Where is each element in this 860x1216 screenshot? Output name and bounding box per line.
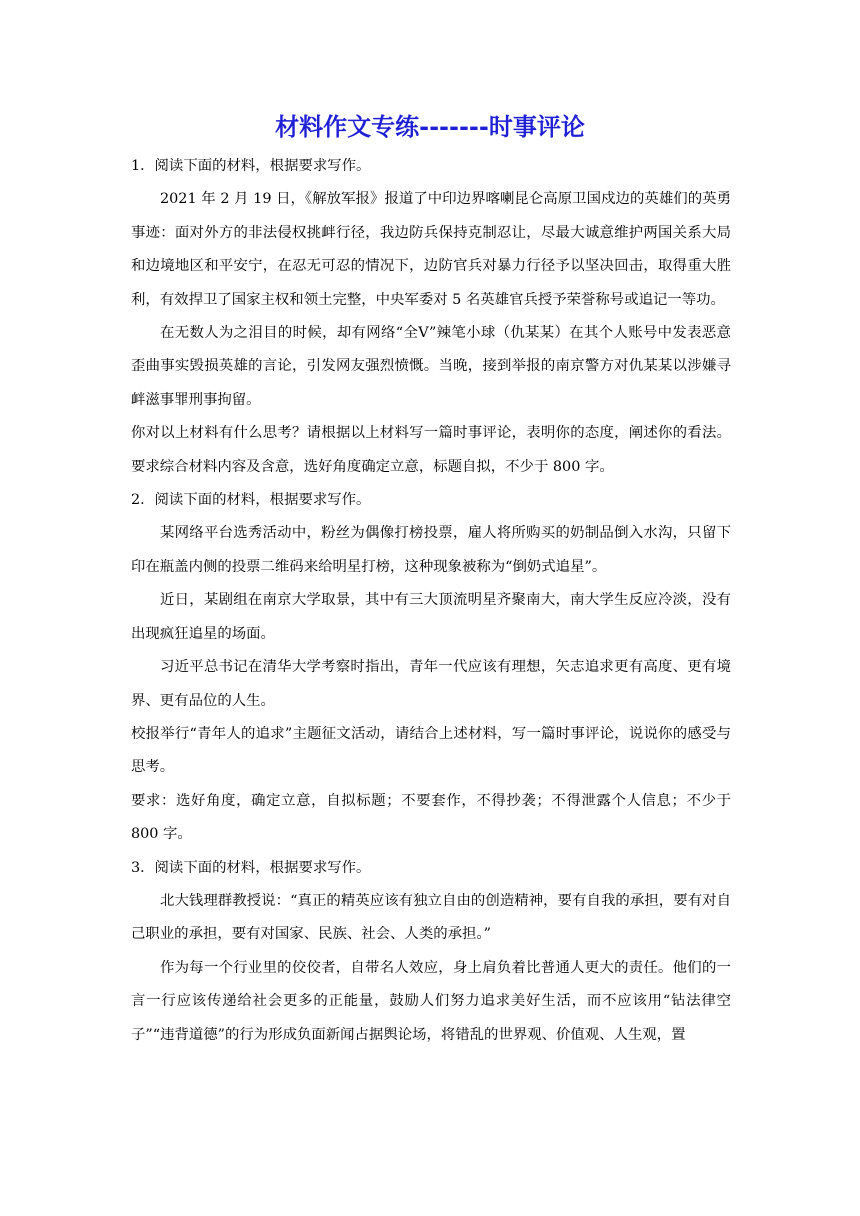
question-2-material-3: 习近平总书记在清华大学考察时指出，青年一代应该有理想，矢志追求更有高度、更有境界、更有品位的人生。 xyxy=(131,659,731,709)
question-1-material-1: 2021 年 2 月 19 日，《解放军报》报道了中印边界喀喇昆仑高原卫国戍边的英雄们的英勇事迹：面对外方的非法侵权挑衅行径，我边防兵保持克制忍让，尽最大诚意维护两国关系大局和边境地区和平安宁，在忍无可忍的情况下，边防官兵对暴力行径予以坚决回击，取得重大胜利，有效捍卫了国家主权和领土完整，中央军委对 5 名英雄官兵授予荣誉称号或追记一等功。 xyxy=(131,191,731,308)
question-2-requirement: 要求：选好角度，确定立意，自拟标题；不要套作，不得抄袭；不得泄露个人信息；不少于 800 字。 xyxy=(131,792,731,843)
question-2-material-1: 某网络平台选秀活动中，粉丝为偶像打榜投票，雇人将所购买的奶制品倒入水沟，只留下印在瓶盖内侧的投票二维码来给明星打榜，这种现象被称为“倒奶式追星”。 xyxy=(131,525,731,575)
question-1-heading: 1．阅读下面的材料，根据要求写作。 xyxy=(131,158,371,174)
document-body xyxy=(131,150,731,1052)
question-3-material-2: 作为每一个行业里的佼佼者，自带名人效应，身上肩负着比普通人更大的责任。他们的一言一行应该传递给社会更多的正能量，鼓励人们努力追求美好生活，而不应该用“钻法律空子”“违背道德”的行为形成负面新闻占据舆论场，将错乱的世界观、价值观、人生观，置 xyxy=(131,959,731,1043)
question-1-material-2: 在无数人为之泪目的时候，却有网络“全Ⅴ”辣笔小球（仇某某）在其个人账号中发表恶意歪曲事实毁损英雄的言论，引发网友强烈愤慨。当晚，接到举报的南京警方对仇某某以涉嫌寻衅滋事罪刑事拘留。 xyxy=(131,325,731,408)
question-1-requirement: 你对以上材料有什么思考？请根据以上材料写一篇时事评论，表明你的态度，阐述你的看法。要求综合材料内容及含意，选好角度确定立意，标题自拟，不少于 800 字。 xyxy=(131,425,731,475)
question-2-task: 校报举行“青年人的追求”主题征文活动，请结合上述材料，写一篇时事评论，说说你的感受与思考。 xyxy=(131,725,731,776)
question-3-material-1: 北大钱理群教授说：“真正的精英应该有独立自由的创造精神，要有自我的承担，要有对自己职业的承担，要有对国家、民族、社会、人类的承担。” xyxy=(131,892,731,943)
question-2-heading: 2．阅读下面的材料，根据要求写作。 xyxy=(131,492,371,509)
document-title: 材料作文专练-------时事评论 xyxy=(275,113,585,141)
question-3-heading: 3．阅读下面的材料，根据要求写作。 xyxy=(131,859,371,876)
question-2-material-2: 近日，某剧组在南京大学取景，其中有三大顶流明星齐聚南大，南大学生反应冷淡，没有出现疯狂追星的场面。 xyxy=(131,592,731,642)
